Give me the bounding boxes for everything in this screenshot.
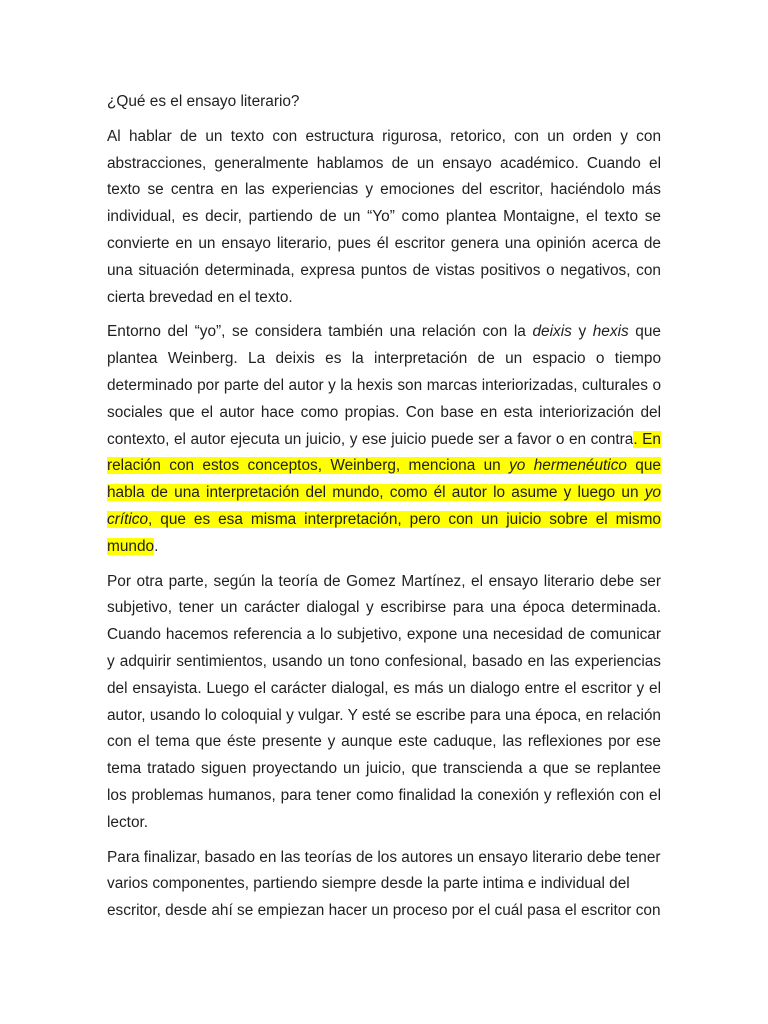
paragraph-2-text-c: que plantea Weinberg. La deixis es la interpretación de un espacio o tiempo determinado por parte del autor y la hexis son marcas interiorizadas, culturales o sociales que el autor hace como propias. Con base en esta interiorización del contexto, el autor ejecuta un juicio, y ese juicio puede ser a favor o en contra (107, 323, 661, 448)
highlight-text-a: . En relación con estos conceptos, Weinberg, menciona un (107, 430, 661, 475)
highlight-text-c: , que es esa misma interpretación, pero con un juicio sobre el mismo mundo (107, 510, 661, 555)
highlighted-passage (107, 431, 661, 555)
paragraph-1: Al hablar de un texto con estructura rigurosa, retorico, con un orden y con abstracciones, generalmente hablamos de un ensayo académico. Cuando el texto se centra en las experiencias y emociones del escritor, haciéndolo más individual, es decir, partiendo de un “Yo” como plantea Montaigne, el texto se convierte en un ensayo literario, pues él escritor genera una opinión acerca de una situación determinada, expresa puntos de vistas positivos o negativos, con cierta brevedad en el texto. (107, 127, 661, 306)
highlight-text-b: que habla de una interpretación del mundo, como él autor lo asume y luego un (107, 457, 661, 502)
term-yo-hermeneutico: yo hermenéutico (509, 457, 627, 475)
term-deixis: deixis (532, 323, 572, 341)
paragraph-2-end: . (154, 537, 159, 555)
term-yo-critico: yo crítico (107, 484, 661, 528)
paragraph-2-text-b: y (571, 323, 593, 341)
paragraph-2-text-a: Entorno del “yo”, se considera también una relación con la (107, 323, 533, 341)
paragraph-3: Por otra parte, según la teoría de Gomez Martínez, el ensayo literario debe ser subjetivo, tener un carácter dialogal y escribirse para una época determinada. Cuando hacemos referencia a lo subjetivo, expone una necesidad de comunicar y adquirir sentimientos, usando un tono confesional, basado en las experiencias del ensayista. Luego el carácter dialogal, es más un dialogo entre el escritor y el autor, usando lo coloquial y vulgar. Y esté se escribe para una época, en relación con el tema que éste presente y aunque este caduque, las reflexiones por ese tema tratado siguen proyectando un juicio, que transcienda a que se replantee los problemas humanos, para tener como finalidad la conexión y reflexión con el lector. (107, 572, 661, 831)
paragraph-2 (107, 319, 661, 560)
paragraph-4: Para finalizar, basado en las teorías de los autores un ensayo literario debe tener varios componentes, partiendo siempre desde la parte intima e individual del escritor, desde ahí se empiezan hacer un proceso por el cuál pasa el escritor con (107, 848, 661, 920)
document-body (107, 89, 661, 933)
document-title: ¿Qué es el ensayo literario? (107, 93, 300, 110)
term-hexis: hexis (592, 323, 629, 341)
